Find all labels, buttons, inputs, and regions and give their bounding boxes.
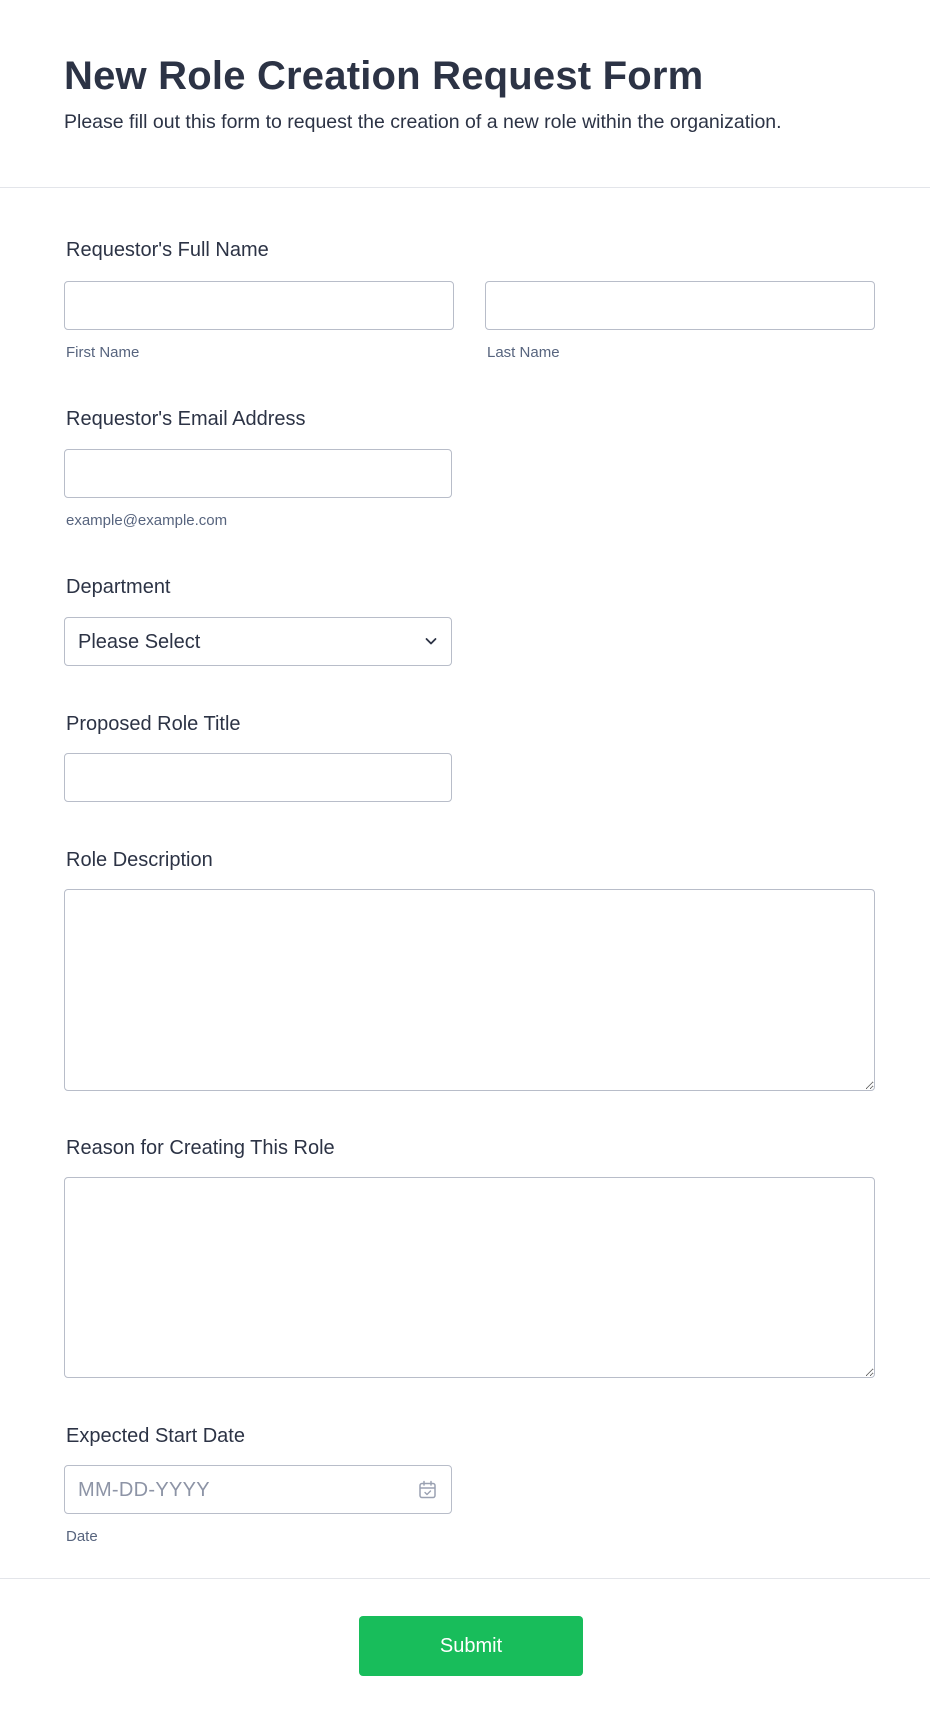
role-title-input[interactable] xyxy=(64,753,452,802)
department-label: Department xyxy=(66,576,171,598)
first-name-sublabel: First Name xyxy=(66,344,140,361)
reason-label: Reason for Creating This Role xyxy=(66,1137,335,1159)
start-date-input[interactable] xyxy=(64,1465,452,1514)
chevron-down-icon xyxy=(423,633,439,649)
form-title: New Role Creation Request Form xyxy=(64,54,704,98)
form-footer xyxy=(0,1578,930,1724)
department-selected-value: Please Select xyxy=(78,631,201,653)
email-sublabel: example@example.com xyxy=(66,512,228,529)
start-date-label: Expected Start Date xyxy=(66,1425,245,1447)
full-name-label: Requestor's Full Name xyxy=(66,239,269,261)
calendar-icon[interactable] xyxy=(417,1479,439,1501)
form-header xyxy=(0,0,930,188)
last-name-sublabel: Last Name xyxy=(487,344,560,361)
start-date-sublabel: Date xyxy=(66,1528,98,1545)
first-name-input[interactable] xyxy=(64,281,454,330)
email-input[interactable] xyxy=(64,449,452,498)
submit-button[interactable]: Submit xyxy=(359,1616,583,1676)
last-name-input[interactable] xyxy=(485,281,875,330)
role-description-textarea[interactable] xyxy=(64,889,875,1091)
role-description-label: Role Description xyxy=(66,849,213,871)
form-subtitle: Please fill out this form to request the creation of a new role within the organization. xyxy=(64,111,782,133)
department-select[interactable] xyxy=(64,617,452,666)
role-title-label: Proposed Role Title xyxy=(66,713,241,735)
start-date-placeholder: MM-DD-YYYY xyxy=(78,1479,210,1501)
email-label: Requestor's Email Address xyxy=(66,408,306,430)
reason-textarea[interactable] xyxy=(64,1177,875,1378)
